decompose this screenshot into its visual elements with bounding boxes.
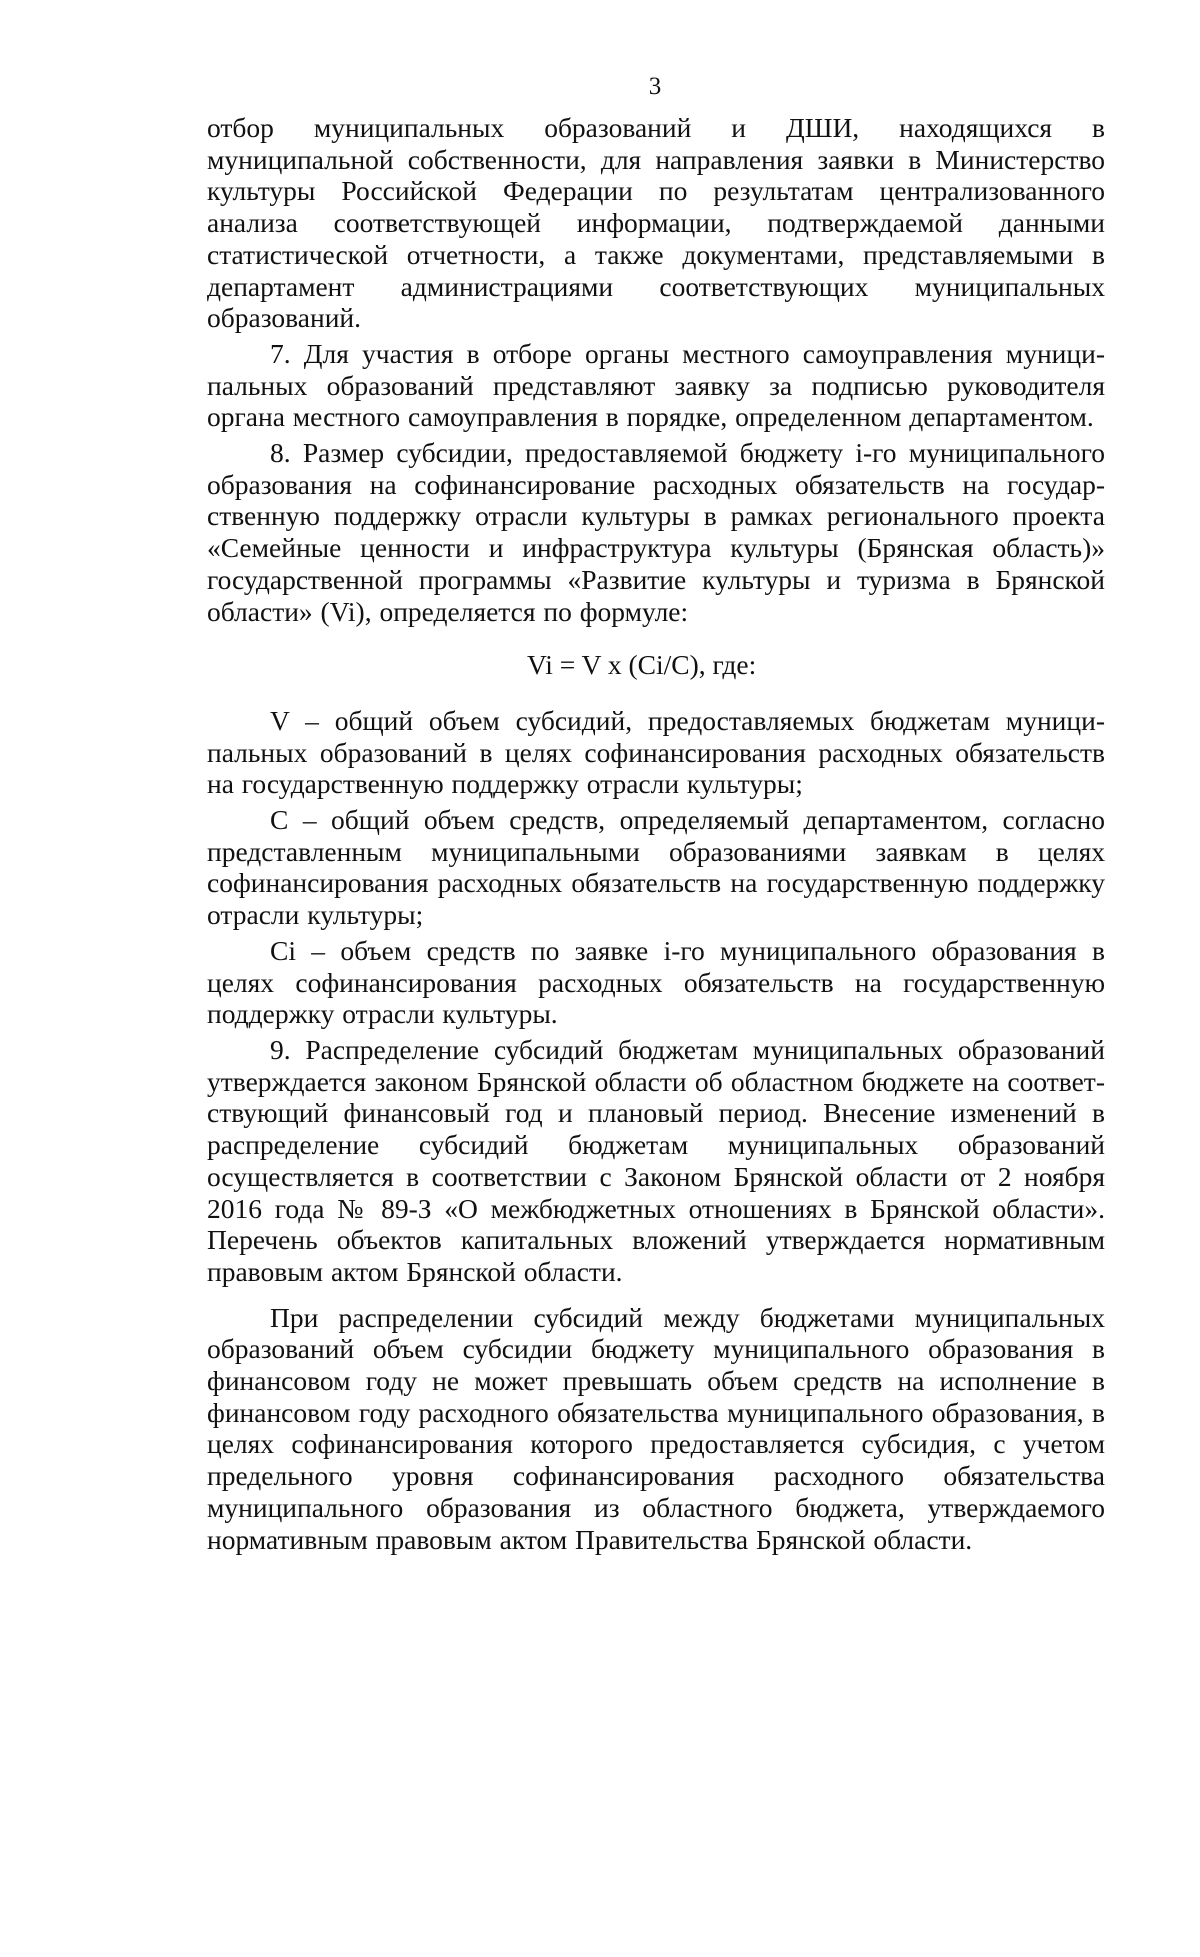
- document-body: [207, 112, 1105, 1555]
- paragraph-distribution-limit: При распределении субсидий между бюджетами муниципальных образований объем субсидии бюджету муниципального образования в финансовом году не может превышать объем средств на исполнение в финансовом году расходного обязательства муниципального образования, в целях софинансирования которого предоставляется субсидия, с учетом предельного уровня софинансирования расходного обязательства муниципального образования из областного бюджета, утверждаемого нормативным правовым актом Правительства Брянской области.: [207, 1301, 1105, 1555]
- paragraph-7-application: 7. Для участия в отборе органы местного самоуправления муниципальных образований представляют заявку за подписью руководителя органа местного самоуправления в порядке, определенном департаментом.: [207, 337, 1105, 433]
- page-number: 3: [648, 73, 662, 100]
- definition-c: С – общий объем средств, определяемый департаментом, согласно представленным муниципальными образованиями заявкам в целях софинансирования расходных обязательств на государственную поддержку отрасли культуры;: [207, 804, 1105, 931]
- paragraph-9-distribution: 9. Распределение субсидий бюджетам муниципальных образований утверждается законом Брянской области об областном бюджете на соответствующий финансовый год и плановый период. Внесение изменений в распределение субсидий бюджетам муниципальных образований осуществляется в соответствии с Законом Брянской области от 2 ноября 2016 года № 89-З «О межбюджетных отношениях в Брянской области». Перечень объектов капитальных вложений утверждается нормативным правовым актом Брянской области.: [207, 1033, 1105, 1287]
- paragraph-selection-continuation: отбор муниципальных образований и ДШИ, находящихся в муниципальной собственности, для направления заявки в Министерство культуры Российской Федерации по результатам централизованного анализа соответствующей информации, подтверждаемой данными статистической отчетности, а также документами, представляемыми в департамент администрациями соответствующих муниципальных образований.: [207, 112, 1105, 334]
- paragraph-8-subsidy-size: 8. Размер субсидии, предоставляемой бюджету i-го муниципального образования на софинансирование расходных обязательств на государственную поддержку отрасли культуры в рамках регионального проекта «Семейные ценности и инфраструктура культуры (Брянская область)» государственной программы «Развитие культуры и туризма в Брянской области» (Vi), определяется по формуле:: [207, 437, 1105, 627]
- definition-ci: Ci – объем средств по заявке i-го муниципального образования в целях софинансирования расходных обязательств на государственную поддержку отрасли культуры.: [207, 934, 1105, 1030]
- definition-v: V – общий объем субсидий, предоставляемых бюджетам муниципальных образований в целях софинансирования расходных обязательств на государственную поддержку отрасли культуры;: [207, 704, 1105, 800]
- subsidy-formula: Vi = V x (Ci/C), где:: [527, 649, 757, 681]
